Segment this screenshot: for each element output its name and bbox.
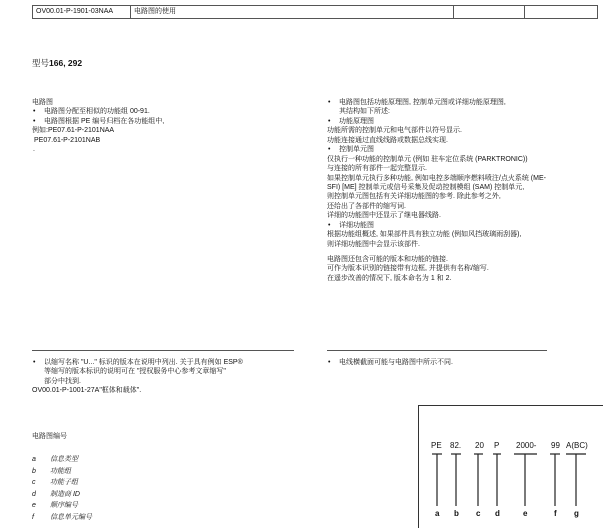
- note-right-line-1: • 电线横截面可能与电路图中所示不同.: [327, 358, 587, 367]
- legend-text: 信息类型: [50, 456, 78, 464]
- legend-row: [32, 500, 92, 512]
- left-note-rule: [32, 350, 294, 351]
- dt-line-2: 则详细功能图中会显示该部件.: [327, 240, 420, 248]
- header-cell-empty-2: [525, 6, 598, 19]
- code-letter: e: [523, 509, 528, 518]
- cu-line-4: SFI) [ME] 控制单元或信号采集及促动控制模组 (SAM) 控制单元,: [327, 183, 525, 191]
- legend-key: b: [32, 467, 36, 475]
- left-example: 例如:PE07.61-P-2101NAA: [32, 127, 115, 135]
- right-column: [327, 98, 599, 283]
- code-part: PE: [431, 441, 442, 450]
- right-note-rule: [327, 350, 547, 351]
- right-note: [327, 358, 587, 367]
- cu-line-6: 还给出了各部件的缩写词.: [327, 202, 406, 210]
- legend-text: 制造商 ID: [50, 490, 80, 498]
- header-title: 电路图的使用: [131, 6, 454, 19]
- fp-line-1: 功能所需的控制单元和电气部件以符号显示.: [327, 127, 462, 135]
- legend-text: 顺序编号: [50, 502, 78, 510]
- cu-line-1: 仅执行一种功能的控制单元 (例如 驻车定位系统 (PARKTRONIC)): [327, 155, 528, 163]
- legend-row: [32, 454, 92, 466]
- code-part: 82.: [450, 441, 462, 450]
- legend-row: [32, 512, 92, 524]
- left-bullet-1: • 电路图分配至相似的功能组 00-91.: [32, 107, 312, 116]
- codes-legend: [32, 454, 92, 523]
- left-heading: 电路图: [32, 99, 53, 106]
- legend-text: 信息单元编号: [50, 513, 92, 521]
- code-part: P: [494, 441, 500, 450]
- cu-title: • 控制单元图: [327, 145, 599, 154]
- model-value: 166, 292: [49, 58, 83, 68]
- legend-key: a: [32, 456, 36, 464]
- ver-line-2: 可作为版本识别的链接带有边框, 并提供有名称/缩写.: [327, 265, 489, 273]
- ver-line-3: 在遥步改善的情况下, 版本命名为 1 和 2.: [327, 274, 452, 282]
- fp-title: • 功能原理图: [327, 117, 599, 126]
- code-letter: a: [435, 509, 440, 518]
- legend-row: [32, 466, 92, 478]
- code-letter: f: [554, 509, 557, 518]
- fp-line-2: 功能连接通过直线线路或数据总线实现.: [327, 136, 448, 144]
- model-line: [32, 58, 82, 69]
- legend-row: [32, 477, 92, 489]
- legend-key: e: [32, 502, 36, 510]
- note-left-line-3: 部分中找到.: [44, 377, 81, 385]
- dt-title: • 详细功能图: [327, 221, 599, 230]
- right-bullet-intro: • 电路图包括功能原理图, 控制单元图或详细功能原理图,: [327, 98, 599, 107]
- legend-text: 功能组: [50, 467, 71, 475]
- left-note: [32, 358, 317, 396]
- code-letter: c: [476, 509, 481, 518]
- left-column: [32, 98, 312, 155]
- note-left-line-4: OV00.01-P-1001-27A"框体和载体".: [32, 387, 142, 395]
- cu-line-2: 与连接的所有部件一起完整显示.: [327, 165, 427, 173]
- code-letter: b: [454, 509, 459, 518]
- code-part: 99: [551, 441, 560, 450]
- note-left-line-1: • 以缩写名称 "U..." 标识的版本在说明中列出. 关于具有例如 ESP®: [32, 358, 317, 367]
- legend-row: [32, 489, 92, 501]
- code-part: 2000-: [516, 441, 537, 450]
- legend-key: d: [32, 490, 36, 498]
- left-example-2: PE07.61-P-2101NAB: [34, 136, 101, 144]
- left-dot: .: [33, 146, 35, 154]
- code-letter: d: [495, 509, 500, 518]
- codes-title: 电路图编号: [32, 433, 67, 440]
- left-bullet-2: • 电路图根据 PE 编号归档在各功能组中,: [32, 117, 312, 126]
- note-left-line-2: 等缩写的版本标识的说明可在 "授权服务中心参考文章缩写": [44, 368, 226, 376]
- code-part: A(BC): [566, 441, 588, 450]
- right-bullet-intro-2: 其结构如下所述:: [339, 108, 390, 116]
- legend-key: c: [32, 479, 36, 487]
- cu-line-3: 如果控制单元执行多种功能, 例如电控多端顺序燃料喷注/点火系统 (ME-: [327, 174, 546, 182]
- dt-line-1: 根据功能组概述, 如果部件具有独立功能 (例如风挡玻璃雨刮器),: [327, 231, 522, 239]
- header-cell-empty-1: [454, 6, 525, 19]
- code-part: 20: [475, 441, 484, 450]
- header-code: OV00.01-P-1901-03NAA: [33, 6, 131, 19]
- ver-line-1: 电路图还包含可能的版本和功能的链接.: [327, 256, 448, 263]
- model-label: 型号: [32, 58, 50, 68]
- cu-line-7: 详细的功能图中还显示了继电器线路.: [327, 212, 441, 220]
- header-table: [32, 5, 598, 19]
- cu-line-5: 则控制单元图包括有关详细功能图的参考. 除此参考之外,: [327, 193, 501, 201]
- legend-key: f: [32, 513, 34, 521]
- legend-text: 功能子组: [50, 479, 78, 487]
- code-letter: g: [574, 509, 579, 518]
